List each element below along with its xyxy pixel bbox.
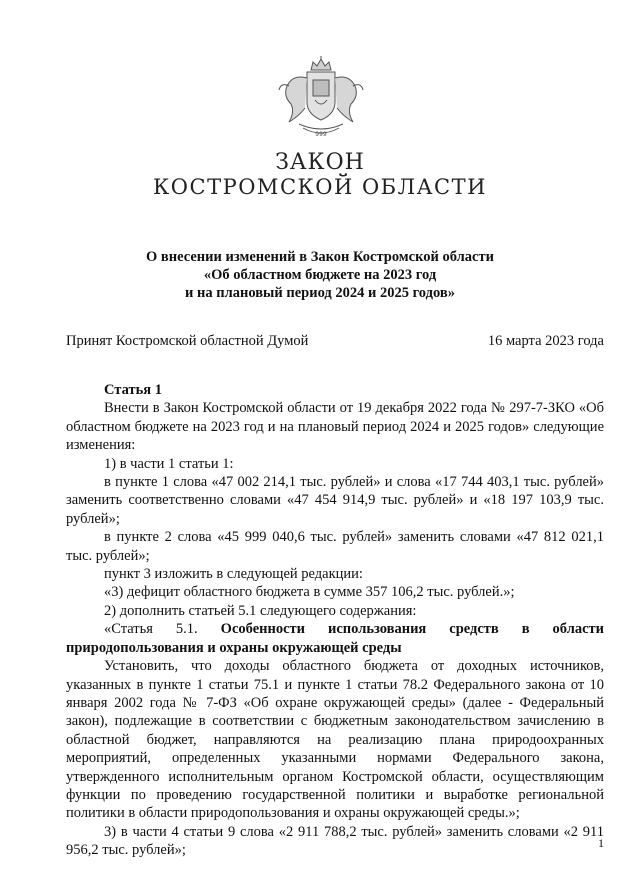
article-heading: Статья 1 xyxy=(104,382,162,398)
article-5-1-text: Установить, что доходы областного бюджета от доходных источников, указанных в пункте 1 статьи 75.1 и пункте 1 статьи 78.2 Федерального закона от 10 января 2002 года № 7-ФЗ «Об охране окружающей среды» (далее - Федеральный закон), подлежащие в соответствии с бюджетным законодательством зачислению в областной бюджет, направляются на реализацию плана природоохранных мероприятий, определенных указанными нормами Федерального закона, утвержденного исполнительным органом Костромской области, осуществляющим функции по проведению государственной политики и выработке региональной политики в области природопользования и охраны окружающей среды.»; xyxy=(66,658,604,822)
title-line-3: и на плановый период 2024 и 2025 годов» xyxy=(185,285,455,301)
title-line-1: О внесении изменений в Закон Костромской области xyxy=(146,249,494,265)
item-1-paragraph-3: пункт 3 изложить в следующей редакции: xyxy=(104,566,363,583)
item-1-paragraph-1: в пункте 1 слова «47 002 214,1 тыс. рублей» и слова «17 744 403,1 тыс. рублей» заменить соответственно словами «47 454 914,9 тыс. рублей» и «18 197 103,9 тыс. рублей»; xyxy=(66,474,604,527)
adoption-date: 16 марта 2023 года xyxy=(487,333,604,349)
emblem-caption: 999 xyxy=(315,131,327,138)
item-2: 2) дополнить статьей 5.1 следующего содержания: xyxy=(104,602,417,619)
document-title xyxy=(0,248,640,302)
title-line-2: «Об областном бюджете на 2023 год xyxy=(203,267,437,283)
page-number: 1 xyxy=(598,836,604,850)
law-word: ЗАКОН xyxy=(275,150,365,175)
item-3: 3) в части 4 статьи 9 слова «2 911 788,2 тыс. рублей» заменить словами «2 911 956,2 тыс. рублей»; xyxy=(66,823,604,859)
item-1-paragraph-4: «3) дефицит областного бюджета в сумме 357 106,2 тыс. рублей.»; xyxy=(104,584,515,601)
article-5-1-prefix: «Статья 5.1. xyxy=(104,621,198,638)
article-5-1-heading xyxy=(66,620,604,657)
coat-of-arms-icon xyxy=(277,56,365,140)
item-1-paragraph-2: в пункте 2 слова «45 999 040,6 тыс. рублей» заменить словами «47 812 021,1 тыс. рублей»; xyxy=(66,529,604,564)
article-intro: Внести в Закон Костромской области от 19 декабря 2022 года № 297-7-ЗКО «Об областном бюджете на 2023 год и на плановый период 2024 и 2025 годов» следующие изменения: xyxy=(66,400,604,454)
article-body xyxy=(66,381,604,860)
item-1: 1) в части 1 статьи 1: xyxy=(104,455,234,472)
adopting-body: Принят Костромской областной Думой xyxy=(66,333,309,349)
adoption-line xyxy=(66,333,604,350)
region-name: КОСТРОМСКОЙ ОБЛАСТИ xyxy=(153,175,487,199)
article-5-1-title: Особенности использования средств в области природопользования и охраны окружающей среды xyxy=(66,621,604,656)
